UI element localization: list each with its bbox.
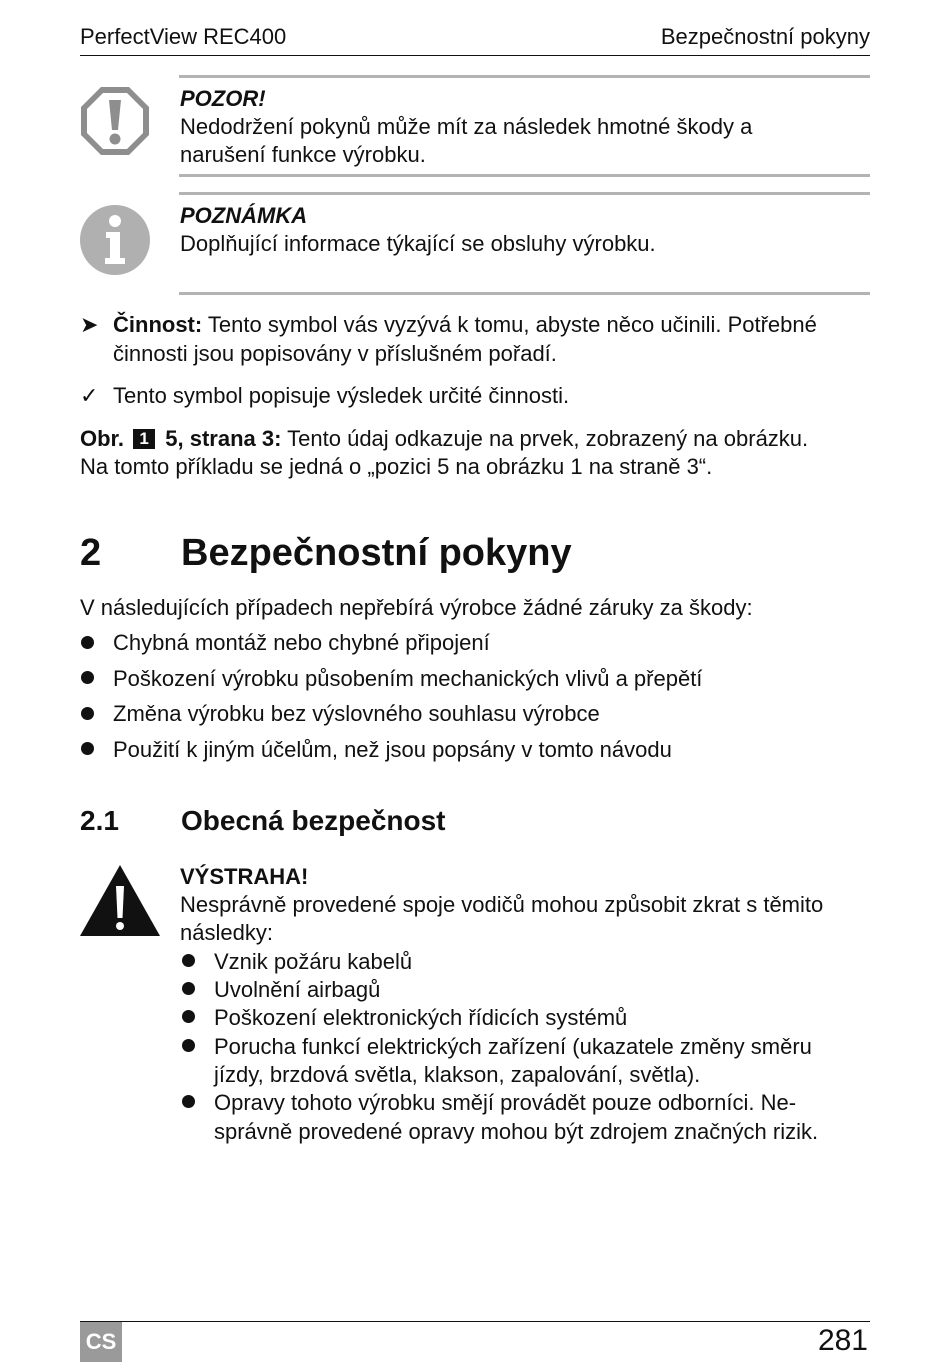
section-2-1-title: Obecná bezpečnost bbox=[181, 805, 446, 836]
caution-bottom-rule bbox=[179, 174, 870, 177]
ref-label-position: 5, strana 3: bbox=[165, 426, 282, 451]
section-2-1-number: 2.1 bbox=[80, 805, 119, 836]
page-number: 281 bbox=[817, 1324, 868, 1357]
checkmark-icon: ✓ bbox=[80, 383, 99, 408]
caution-top-rule bbox=[179, 75, 870, 78]
note-bottom-rule bbox=[179, 292, 870, 295]
info-circle-icon bbox=[79, 204, 151, 276]
warning-text-line1: Nesprávně provedené spoje vodičů mohou způsobit zkrat s těmito bbox=[180, 892, 824, 917]
section-2-intro: V následujících případech nepřebírá výrobce žádné záruky za škody: bbox=[80, 595, 753, 620]
action-description: Tento symbol vás vyzývá k tomu, abyste něco učinili. Potřebné bbox=[202, 312, 817, 337]
section-2-bullet: Použití k jiným účelům, než jsou popsány v tomto návodu bbox=[113, 737, 672, 762]
bullet-dot bbox=[81, 742, 94, 755]
section-2-title: Bezpečnostní pokyny bbox=[181, 532, 572, 574]
figure-number-badge: 1 bbox=[133, 429, 155, 449]
header-rule bbox=[80, 55, 870, 56]
section-2-number: 2 bbox=[80, 532, 102, 574]
warning-text-line2: následky: bbox=[180, 920, 273, 945]
warning-title: VÝSTRAHA! bbox=[180, 864, 309, 889]
action-label: Činnost: bbox=[113, 312, 203, 337]
figure-reference-line1 bbox=[80, 424, 808, 453]
warning-bullet: Vznik požáru kabelů bbox=[214, 949, 413, 974]
bullet-dot bbox=[182, 1039, 195, 1052]
bullet-dot bbox=[182, 1095, 195, 1108]
note-text: Doplňující informace týkající se obsluhy výrobku. bbox=[180, 231, 656, 256]
bullet-dot bbox=[182, 982, 195, 995]
footer-rule bbox=[80, 1321, 870, 1322]
action-text-line1 bbox=[113, 310, 817, 339]
warning-bullet-4-line2: jízdy, brzdová světla, klakson, zapalování, světla). bbox=[214, 1062, 701, 1087]
bullet-dot bbox=[81, 671, 94, 684]
warning-bullet-5-line2: správně provedené opravy mohou být zdrojem značných rizik. bbox=[214, 1119, 819, 1144]
exclamation-octagon-icon bbox=[79, 85, 151, 157]
warning-bullet: Poškození elektronických řídicích systémů bbox=[214, 1005, 628, 1030]
language-tag: CS bbox=[80, 1322, 122, 1362]
bullet-dot bbox=[81, 707, 94, 720]
section-2-bullet: Změna výrobku bez výslovného souhlasu výrobce bbox=[113, 701, 600, 726]
ref-label-obr: Obr. bbox=[80, 426, 125, 451]
header-product-name: PerfectView REC400 bbox=[80, 24, 287, 49]
note-title: POZNÁMKA bbox=[180, 203, 308, 228]
warning-bullet: Uvolnění airbagů bbox=[214, 977, 381, 1002]
warning-bullet-4-line1: Porucha funkcí elektrických zařízení (ukazatele změny směru bbox=[214, 1034, 812, 1059]
note-top-rule bbox=[179, 192, 870, 195]
caution-text-line2: narušení funkce výrobku. bbox=[180, 142, 426, 167]
ref-description: Tento údaj odkazuje na prvek, zobrazený na obrázku. bbox=[281, 426, 809, 451]
warning-bullet-5-line1: Opravy tohoto výrobku smějí provádět pouze odborníci. Ne- bbox=[214, 1090, 797, 1115]
bullet-dot bbox=[182, 1010, 195, 1023]
warning-triangle-icon bbox=[79, 864, 161, 938]
section-2-bullet: Poškození výrobku působením mechanických vlivů a přepětí bbox=[113, 666, 703, 691]
caution-title: POZOR! bbox=[180, 86, 266, 111]
result-text: Tento symbol popisuje výsledek určité činnosti. bbox=[113, 383, 570, 408]
action-arrow-icon: ➤ bbox=[80, 312, 99, 337]
bullet-dot bbox=[182, 954, 195, 967]
bullet-dot bbox=[81, 636, 94, 649]
caution-text-line1: Nedodržení pokynů může mít za následek hmotné škody a bbox=[180, 114, 753, 139]
section-2-bullet: Chybná montáž nebo chybné připojení bbox=[113, 630, 490, 655]
figure-reference-line2: Na tomto příkladu se jedná o „pozici 5 na obrázku 1 na straně 3“. bbox=[80, 454, 713, 479]
header-section-title: Bezpečnostní pokyny bbox=[660, 24, 870, 49]
action-text-line2: činnosti jsou popisovány v příslušném pořadí. bbox=[113, 341, 557, 366]
